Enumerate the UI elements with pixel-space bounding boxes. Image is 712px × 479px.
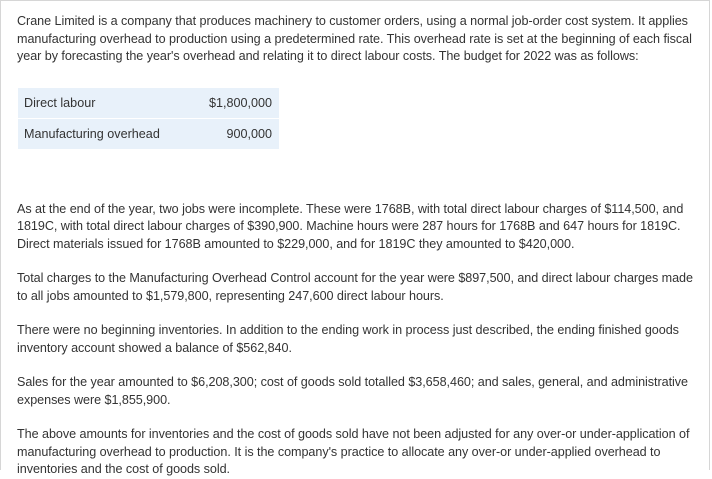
jobs-paragraph: As at the end of the year, two jobs were incomplete. These were 1768B, with total direct labour charges of $114,500, and 1819C, with total direct labour charges of $390,900. Machine hours were 287 hours for 1768B and 647 hours for 1819C. Direct materials issued for 1768B amounted to $229,000, and for 1819C they amounted to $420,000. xyxy=(17,201,684,251)
table-row xyxy=(18,118,279,149)
intro-paragraph: Crane Limited is a company that produces machinery to customer orders, using a normal job-order cost system. It applies manufacturing overhead to production using a predetermined rate. This overhead rate is set at the beginning of each fiscal year by forecasting the year's overhead and relating it to direct labour costs. The budget for 2022 was as follows: xyxy=(17,14,692,63)
inventories-paragraph: There were no beginning inventories. In addition to the ending work in process just described, the ending finished goods inventory account showed a balance of $562,840. xyxy=(17,323,679,355)
problem-content xyxy=(17,13,701,479)
budget-table xyxy=(18,88,279,149)
adjustment-paragraph: The above amounts for inventories and the cost of goods sold have not been adjusted for any over-or under-application of manufacturing overhead to production. It is the company's practice to allocate any over-or under-applied overhead to inventories and the cost of goods sold. xyxy=(17,427,690,476)
table-row xyxy=(18,88,279,119)
charges-paragraph: Total charges to the Manufacturing Overhead Control account for the year were $897,500, and direct labour charges made to all jobs amounted to $1,579,800, representing 247,600 direct labour hours. xyxy=(17,271,693,303)
budget-label-manufacturing-overhead: Manufacturing overhead xyxy=(18,118,190,149)
budget-amount-direct-labour: $1,800,000 xyxy=(208,95,272,110)
sales-paragraph: Sales for the year amounted to $6,208,300; cost of goods sold totalled $3,658,460; and sales, general, and administrative expenses were $1,855,900. xyxy=(17,375,688,407)
budget-label-direct-labour: Direct labour xyxy=(24,95,96,110)
budget-amount-manufacturing-overhead: 900,000 xyxy=(190,118,279,149)
